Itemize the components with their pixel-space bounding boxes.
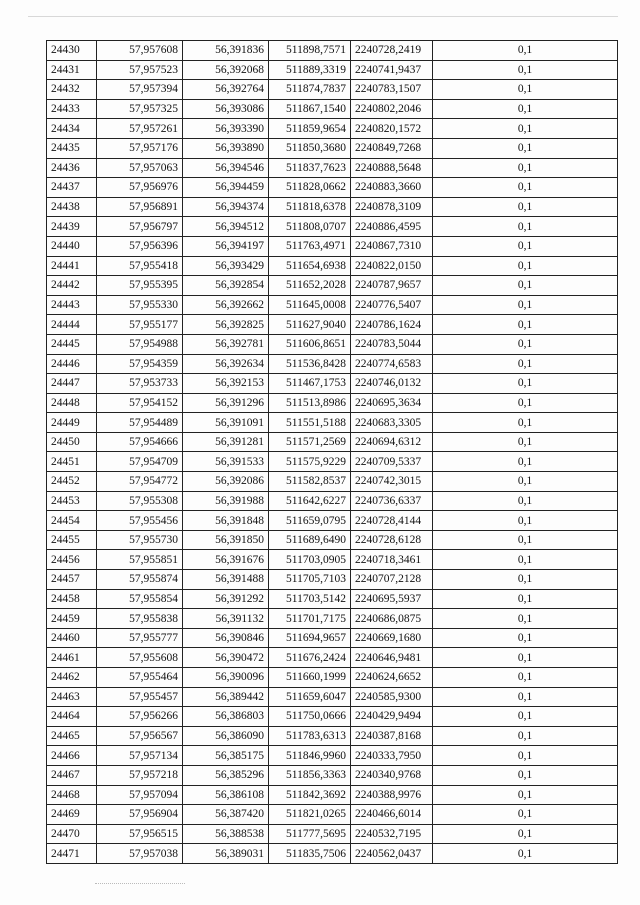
y-coordinate-cell: 2240387,8168: [351, 726, 433, 746]
accuracy-cell: 0,1: [433, 41, 618, 61]
y-coordinate-cell: 2240340,9768: [351, 765, 433, 785]
accuracy-cell: 0,1: [433, 334, 618, 354]
point-number-cell: 24438: [47, 197, 97, 217]
table-row: [47, 236, 618, 256]
accuracy-cell: 0,1: [433, 805, 618, 825]
table-row: [47, 765, 618, 785]
table-row: [47, 707, 618, 727]
x-coordinate-cell: 511828,0662: [269, 178, 351, 198]
y-coordinate-cell: 2240776,5407: [351, 295, 433, 315]
point-number-cell: 24468: [47, 785, 97, 805]
table-row: [47, 511, 618, 531]
y-coordinate-cell: 2240728,2419: [351, 41, 433, 61]
point-number-cell: 24461: [47, 648, 97, 668]
accuracy-cell: 0,1: [433, 570, 618, 590]
x-coordinate-cell: 511467,1753: [269, 374, 351, 394]
table-row: [47, 197, 618, 217]
accuracy-cell: 0,1: [433, 315, 618, 335]
latitude-cell: 57,956515: [97, 824, 183, 844]
latitude-cell: 57,957608: [97, 41, 183, 61]
x-coordinate-cell: 511874,7837: [269, 80, 351, 100]
latitude-cell: 57,956797: [97, 217, 183, 237]
y-coordinate-cell: 2240532,7195: [351, 824, 433, 844]
x-coordinate-cell: 511654,6938: [269, 256, 351, 276]
y-coordinate-cell: 2240878,3109: [351, 197, 433, 217]
x-coordinate-cell: 511536,8428: [269, 354, 351, 374]
accuracy-cell: 0,1: [433, 178, 618, 198]
point-number-cell: 24439: [47, 217, 97, 237]
coordinates-table-body: [47, 41, 618, 864]
x-coordinate-cell: 511763,4971: [269, 236, 351, 256]
point-number-cell: 24444: [47, 315, 97, 335]
point-number-cell: 24432: [47, 80, 97, 100]
x-coordinate-cell: 511846,9960: [269, 746, 351, 766]
latitude-cell: 57,955464: [97, 668, 183, 688]
longitude-cell: 56,390846: [183, 628, 269, 648]
point-number-cell: 24452: [47, 472, 97, 492]
latitude-cell: 57,957394: [97, 80, 183, 100]
accuracy-cell: 0,1: [433, 589, 618, 609]
longitude-cell: 56,391091: [183, 413, 269, 433]
y-coordinate-cell: 2240783,1507: [351, 80, 433, 100]
point-number-cell: 24460: [47, 628, 97, 648]
longitude-cell: 56,391132: [183, 609, 269, 629]
table-row: [47, 413, 618, 433]
latitude-cell: 57,954152: [97, 393, 183, 413]
y-coordinate-cell: 2240886,4595: [351, 217, 433, 237]
latitude-cell: 57,956891: [97, 197, 183, 217]
longitude-cell: 56,394374: [183, 197, 269, 217]
x-coordinate-cell: 511582,8537: [269, 472, 351, 492]
latitude-cell: 57,956904: [97, 805, 183, 825]
point-number-cell: 24449: [47, 413, 97, 433]
point-number-cell: 24435: [47, 138, 97, 158]
longitude-cell: 56,391850: [183, 530, 269, 550]
point-number-cell: 24470: [47, 824, 97, 844]
latitude-cell: 57,954359: [97, 354, 183, 374]
y-coordinate-cell: 2240783,5044: [351, 334, 433, 354]
latitude-cell: 57,955730: [97, 530, 183, 550]
latitude-cell: 57,955608: [97, 648, 183, 668]
accuracy-cell: 0,1: [433, 550, 618, 570]
x-coordinate-cell: 511867,1540: [269, 99, 351, 119]
accuracy-cell: 0,1: [433, 707, 618, 727]
x-coordinate-cell: 511856,3363: [269, 765, 351, 785]
accuracy-cell: 0,1: [433, 158, 618, 178]
x-coordinate-cell: 511898,7571: [269, 41, 351, 61]
longitude-cell: 56,393086: [183, 99, 269, 119]
accuracy-cell: 0,1: [433, 687, 618, 707]
point-number-cell: 24450: [47, 432, 97, 452]
point-number-cell: 24464: [47, 707, 97, 727]
x-coordinate-cell: 511837,7623: [269, 158, 351, 178]
longitude-cell: 56,391848: [183, 511, 269, 531]
accuracy-cell: 0,1: [433, 530, 618, 550]
x-coordinate-cell: 511850,3680: [269, 138, 351, 158]
accuracy-cell: 0,1: [433, 354, 618, 374]
longitude-cell: 56,394459: [183, 178, 269, 198]
x-coordinate-cell: 511642,6227: [269, 491, 351, 511]
accuracy-cell: 0,1: [433, 99, 618, 119]
x-coordinate-cell: 511777,5695: [269, 824, 351, 844]
latitude-cell: 57,957134: [97, 746, 183, 766]
longitude-cell: 56,386803: [183, 707, 269, 727]
longitude-cell: 56,389442: [183, 687, 269, 707]
table-row: [47, 80, 618, 100]
y-coordinate-cell: 2240718,3461: [351, 550, 433, 570]
latitude-cell: 57,954772: [97, 472, 183, 492]
table-row: [47, 334, 618, 354]
point-number-cell: 24442: [47, 276, 97, 296]
longitude-cell: 56,390096: [183, 668, 269, 688]
longitude-cell: 56,392781: [183, 334, 269, 354]
x-coordinate-cell: 511705,7103: [269, 570, 351, 590]
page-bottom-mark: [95, 883, 185, 884]
point-number-cell: 24446: [47, 354, 97, 374]
accuracy-cell: 0,1: [433, 236, 618, 256]
latitude-cell: 57,954988: [97, 334, 183, 354]
y-coordinate-cell: 2240669,1680: [351, 628, 433, 648]
y-coordinate-cell: 2240388,9976: [351, 785, 433, 805]
table-row: [47, 354, 618, 374]
x-coordinate-cell: 511575,9229: [269, 452, 351, 472]
accuracy-cell: 0,1: [433, 80, 618, 100]
table-row: [47, 99, 618, 119]
latitude-cell: 57,955418: [97, 256, 183, 276]
point-number-cell: 24457: [47, 570, 97, 590]
x-coordinate-cell: 511859,9654: [269, 119, 351, 139]
table-row: [47, 589, 618, 609]
longitude-cell: 56,391488: [183, 570, 269, 590]
y-coordinate-cell: 2240849,7268: [351, 138, 433, 158]
x-coordinate-cell: 511571,2569: [269, 432, 351, 452]
longitude-cell: 56,386108: [183, 785, 269, 805]
y-coordinate-cell: 2240683,3305: [351, 413, 433, 433]
table-row: [47, 805, 618, 825]
x-coordinate-cell: 511808,0707: [269, 217, 351, 237]
longitude-cell: 56,391533: [183, 452, 269, 472]
y-coordinate-cell: 2240888,5648: [351, 158, 433, 178]
y-coordinate-cell: 2240736,6337: [351, 491, 433, 511]
accuracy-cell: 0,1: [433, 393, 618, 413]
x-coordinate-cell: 511694,9657: [269, 628, 351, 648]
table-row: [47, 295, 618, 315]
longitude-cell: 56,392068: [183, 60, 269, 80]
table-row: [47, 472, 618, 492]
table-row: [47, 315, 618, 335]
table-row: [47, 60, 618, 80]
point-number-cell: 24440: [47, 236, 97, 256]
longitude-cell: 56,389031: [183, 844, 269, 864]
table-row: [47, 432, 618, 452]
table-row: [47, 178, 618, 198]
y-coordinate-cell: 2240742,3015: [351, 472, 433, 492]
x-coordinate-cell: 511842,3692: [269, 785, 351, 805]
latitude-cell: 57,953733: [97, 374, 183, 394]
longitude-cell: 56,390472: [183, 648, 269, 668]
point-number-cell: 24469: [47, 805, 97, 825]
table-row: [47, 374, 618, 394]
latitude-cell: 57,957218: [97, 765, 183, 785]
longitude-cell: 56,391836: [183, 41, 269, 61]
table-row: [47, 687, 618, 707]
table-row: [47, 726, 618, 746]
point-number-cell: 24463: [47, 687, 97, 707]
latitude-cell: 57,954666: [97, 432, 183, 452]
y-coordinate-cell: 2240802,2046: [351, 99, 433, 119]
y-coordinate-cell: 2240646,9481: [351, 648, 433, 668]
y-coordinate-cell: 2240867,7310: [351, 236, 433, 256]
accuracy-cell: 0,1: [433, 628, 618, 648]
y-coordinate-cell: 2240883,3660: [351, 178, 433, 198]
point-number-cell: 24431: [47, 60, 97, 80]
y-coordinate-cell: 2240429,9494: [351, 707, 433, 727]
point-number-cell: 24459: [47, 609, 97, 629]
table-row: [47, 746, 618, 766]
longitude-cell: 56,392764: [183, 80, 269, 100]
page-top-rule: [28, 16, 618, 17]
x-coordinate-cell: 511606,8651: [269, 334, 351, 354]
longitude-cell: 56,394197: [183, 236, 269, 256]
point-number-cell: 24445: [47, 334, 97, 354]
x-coordinate-cell: 511818,6378: [269, 197, 351, 217]
point-number-cell: 24433: [47, 99, 97, 119]
accuracy-cell: 0,1: [433, 217, 618, 237]
point-number-cell: 24443: [47, 295, 97, 315]
y-coordinate-cell: 2240820,1572: [351, 119, 433, 139]
accuracy-cell: 0,1: [433, 668, 618, 688]
point-number-cell: 24455: [47, 530, 97, 550]
table-row: [47, 393, 618, 413]
x-coordinate-cell: 511783,6313: [269, 726, 351, 746]
y-coordinate-cell: 2240709,5337: [351, 452, 433, 472]
longitude-cell: 56,392086: [183, 472, 269, 492]
point-number-cell: 24456: [47, 550, 97, 570]
latitude-cell: 57,955838: [97, 609, 183, 629]
x-coordinate-cell: 511660,1999: [269, 668, 351, 688]
accuracy-cell: 0,1: [433, 138, 618, 158]
longitude-cell: 56,393890: [183, 138, 269, 158]
accuracy-cell: 0,1: [433, 746, 618, 766]
x-coordinate-cell: 511703,0905: [269, 550, 351, 570]
longitude-cell: 56,392854: [183, 276, 269, 296]
longitude-cell: 56,392825: [183, 315, 269, 335]
longitude-cell: 56,392634: [183, 354, 269, 374]
accuracy-cell: 0,1: [433, 609, 618, 629]
table-row: [47, 668, 618, 688]
latitude-cell: 57,955874: [97, 570, 183, 590]
point-number-cell: 24434: [47, 119, 97, 139]
accuracy-cell: 0,1: [433, 276, 618, 296]
point-number-cell: 24454: [47, 511, 97, 531]
latitude-cell: 57,955854: [97, 589, 183, 609]
y-coordinate-cell: 2240686,0875: [351, 609, 433, 629]
accuracy-cell: 0,1: [433, 785, 618, 805]
accuracy-cell: 0,1: [433, 844, 618, 864]
point-number-cell: 24448: [47, 393, 97, 413]
latitude-cell: 57,956567: [97, 726, 183, 746]
x-coordinate-cell: 511821,0265: [269, 805, 351, 825]
table-row: [47, 452, 618, 472]
table-row: [47, 138, 618, 158]
x-coordinate-cell: 511676,2424: [269, 648, 351, 668]
accuracy-cell: 0,1: [433, 432, 618, 452]
y-coordinate-cell: 2240624,6652: [351, 668, 433, 688]
longitude-cell: 56,392662: [183, 295, 269, 315]
accuracy-cell: 0,1: [433, 374, 618, 394]
latitude-cell: 57,955851: [97, 550, 183, 570]
accuracy-cell: 0,1: [433, 491, 618, 511]
y-coordinate-cell: 2240774,6583: [351, 354, 433, 374]
x-coordinate-cell: 511645,0008: [269, 295, 351, 315]
latitude-cell: 57,957523: [97, 60, 183, 80]
latitude-cell: 57,957063: [97, 158, 183, 178]
point-number-cell: 24447: [47, 374, 97, 394]
table-row: [47, 276, 618, 296]
table-row: [47, 570, 618, 590]
y-coordinate-cell: 2240728,4144: [351, 511, 433, 531]
longitude-cell: 56,385175: [183, 746, 269, 766]
point-number-cell: 24453: [47, 491, 97, 511]
longitude-cell: 56,394512: [183, 217, 269, 237]
latitude-cell: 57,955308: [97, 491, 183, 511]
latitude-cell: 57,956396: [97, 236, 183, 256]
y-coordinate-cell: 2240466,6014: [351, 805, 433, 825]
x-coordinate-cell: 511513,8986: [269, 393, 351, 413]
table-row: [47, 530, 618, 550]
accuracy-cell: 0,1: [433, 295, 618, 315]
table-row: [47, 609, 618, 629]
latitude-cell: 57,957261: [97, 119, 183, 139]
accuracy-cell: 0,1: [433, 765, 618, 785]
point-number-cell: 24436: [47, 158, 97, 178]
latitude-cell: 57,955395: [97, 276, 183, 296]
y-coordinate-cell: 2240786,1624: [351, 315, 433, 335]
latitude-cell: 57,955777: [97, 628, 183, 648]
table-row: [47, 491, 618, 511]
point-number-cell: 24471: [47, 844, 97, 864]
accuracy-cell: 0,1: [433, 119, 618, 139]
table-row: [47, 119, 618, 139]
y-coordinate-cell: 2240787,9657: [351, 276, 433, 296]
x-coordinate-cell: 511652,2028: [269, 276, 351, 296]
y-coordinate-cell: 2240585,9300: [351, 687, 433, 707]
y-coordinate-cell: 2240746,0132: [351, 374, 433, 394]
latitude-cell: 57,954709: [97, 452, 183, 472]
table-row: [47, 256, 618, 276]
y-coordinate-cell: 2240694,6312: [351, 432, 433, 452]
longitude-cell: 56,386090: [183, 726, 269, 746]
table-row: [47, 217, 618, 237]
accuracy-cell: 0,1: [433, 256, 618, 276]
x-coordinate-cell: 511689,6490: [269, 530, 351, 550]
x-coordinate-cell: 511889,3319: [269, 60, 351, 80]
accuracy-cell: 0,1: [433, 726, 618, 746]
longitude-cell: 56,392153: [183, 374, 269, 394]
longitude-cell: 56,391988: [183, 491, 269, 511]
y-coordinate-cell: 2240333,7950: [351, 746, 433, 766]
x-coordinate-cell: 511551,5188: [269, 413, 351, 433]
accuracy-cell: 0,1: [433, 413, 618, 433]
accuracy-cell: 0,1: [433, 648, 618, 668]
y-coordinate-cell: 2240695,5937: [351, 589, 433, 609]
longitude-cell: 56,391281: [183, 432, 269, 452]
table-row: [47, 158, 618, 178]
y-coordinate-cell: 2240695,3634: [351, 393, 433, 413]
latitude-cell: 57,957094: [97, 785, 183, 805]
point-number-cell: 24458: [47, 589, 97, 609]
x-coordinate-cell: 511750,0666: [269, 707, 351, 727]
accuracy-cell: 0,1: [433, 472, 618, 492]
latitude-cell: 57,955177: [97, 315, 183, 335]
table-row: [47, 648, 618, 668]
accuracy-cell: 0,1: [433, 824, 618, 844]
y-coordinate-cell: 2240707,2128: [351, 570, 433, 590]
x-coordinate-cell: 511703,5142: [269, 589, 351, 609]
y-coordinate-cell: 2240728,6128: [351, 530, 433, 550]
latitude-cell: 57,956266: [97, 707, 183, 727]
longitude-cell: 56,391676: [183, 550, 269, 570]
y-coordinate-cell: 2240562,0437: [351, 844, 433, 864]
latitude-cell: 57,955457: [97, 687, 183, 707]
point-number-cell: 24467: [47, 765, 97, 785]
y-coordinate-cell: 2240741,9437: [351, 60, 433, 80]
x-coordinate-cell: 511659,6047: [269, 687, 351, 707]
longitude-cell: 56,388538: [183, 824, 269, 844]
x-coordinate-cell: 511835,7506: [269, 844, 351, 864]
latitude-cell: 57,954489: [97, 413, 183, 433]
longitude-cell: 56,385296: [183, 765, 269, 785]
longitude-cell: 56,393390: [183, 119, 269, 139]
latitude-cell: 57,957038: [97, 844, 183, 864]
longitude-cell: 56,393429: [183, 256, 269, 276]
table-row: [47, 550, 618, 570]
latitude-cell: 57,957176: [97, 138, 183, 158]
x-coordinate-cell: 511627,9040: [269, 315, 351, 335]
point-number-cell: 24430: [47, 41, 97, 61]
point-number-cell: 24451: [47, 452, 97, 472]
point-number-cell: 24437: [47, 178, 97, 198]
longitude-cell: 56,391296: [183, 393, 269, 413]
table-row: [47, 824, 618, 844]
table-row: [47, 785, 618, 805]
x-coordinate-cell: 511701,7175: [269, 609, 351, 629]
longitude-cell: 56,394546: [183, 158, 269, 178]
y-coordinate-cell: 2240822,0150: [351, 256, 433, 276]
point-number-cell: 24441: [47, 256, 97, 276]
longitude-cell: 56,387420: [183, 805, 269, 825]
x-coordinate-cell: 511659,0795: [269, 511, 351, 531]
latitude-cell: 57,955330: [97, 295, 183, 315]
accuracy-cell: 0,1: [433, 511, 618, 531]
point-number-cell: 24462: [47, 668, 97, 688]
accuracy-cell: 0,1: [433, 452, 618, 472]
coordinates-table: [46, 40, 618, 864]
latitude-cell: 57,955456: [97, 511, 183, 531]
table-row: [47, 628, 618, 648]
accuracy-cell: 0,1: [433, 197, 618, 217]
table-row: [47, 41, 618, 61]
point-number-cell: 24465: [47, 726, 97, 746]
accuracy-cell: 0,1: [433, 60, 618, 80]
latitude-cell: 57,957325: [97, 99, 183, 119]
latitude-cell: 57,956976: [97, 178, 183, 198]
point-number-cell: 24466: [47, 746, 97, 766]
table-row: [47, 844, 618, 864]
longitude-cell: 56,391292: [183, 589, 269, 609]
